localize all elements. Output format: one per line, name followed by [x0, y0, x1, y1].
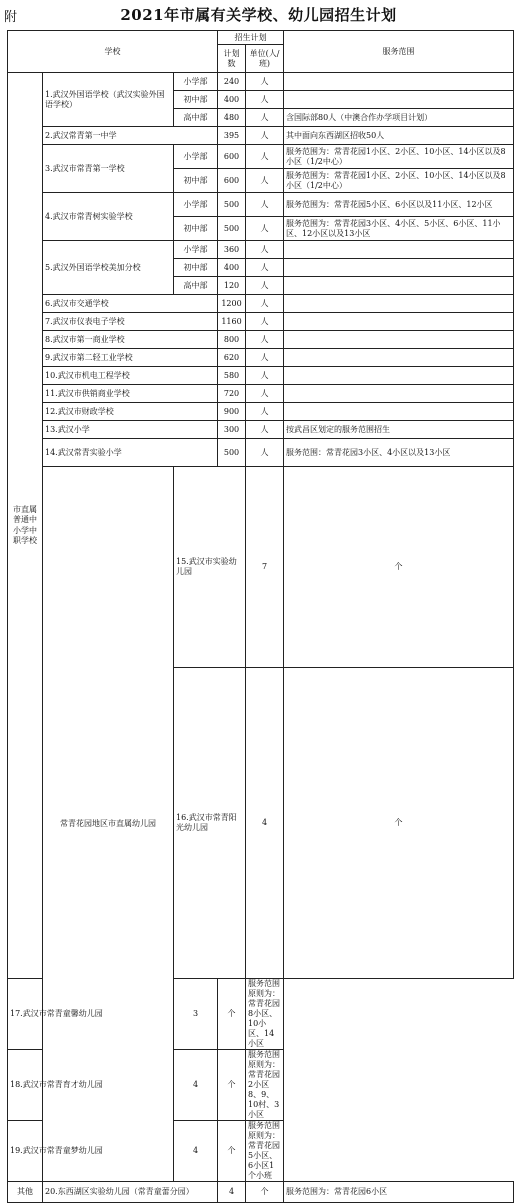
- service-scope: [284, 367, 514, 385]
- plan-count: 120: [218, 277, 246, 295]
- school-name: 5.武汉外国语学校美加分校: [43, 241, 174, 295]
- service-scope: 服务范围原则为：常青花园2小区8、9、10村、3小区: [246, 1050, 284, 1121]
- service-scope: [284, 313, 514, 331]
- appendix-label: 附: [4, 10, 18, 25]
- plan-count: 600: [218, 169, 246, 193]
- plan-count: 1200: [218, 295, 246, 313]
- school-level: 初中部: [174, 169, 218, 193]
- plan-count: 4: [218, 1182, 246, 1203]
- school-level: 初中部: [174, 91, 218, 109]
- plan-unit: 人: [246, 145, 284, 169]
- school-level: 初中部: [174, 259, 218, 277]
- school-name: 1.武汉外国语学校（武汉实验外国语学校）: [43, 73, 174, 127]
- plan-unit: 人: [246, 169, 284, 193]
- plan-unit: 个: [218, 1050, 246, 1121]
- plan-unit: 个: [218, 1121, 246, 1182]
- service-scope: 按武昌区划定的服务范围招生: [284, 421, 514, 439]
- school-name: 20.东西湖区实验幼儿园（常青童蕾分园）: [43, 1182, 218, 1203]
- plan-unit: 人: [246, 91, 284, 109]
- school-name: 10.武汉市机电工程学校: [43, 367, 218, 385]
- plan-count: 4: [174, 1121, 218, 1182]
- school-level: 高中部: [174, 277, 218, 295]
- plan-count: 7: [246, 467, 284, 668]
- service-scope: [284, 295, 514, 313]
- school-name: 18.武汉市常青育才幼儿园: [8, 1050, 174, 1121]
- plan-unit: 人: [246, 73, 284, 91]
- school-name: 2.武汉常青第一中学: [43, 127, 218, 145]
- plan-count: 1160: [218, 313, 246, 331]
- plan-unit: 个: [218, 979, 246, 1050]
- service-scope: [284, 331, 514, 349]
- plan-count: 500: [218, 193, 246, 217]
- plan-unit: 人: [246, 295, 284, 313]
- plan-unit: 人: [246, 127, 284, 145]
- plan-count: 620: [218, 349, 246, 367]
- header-plan-group: 招生计划: [218, 31, 284, 45]
- plan-unit: 人: [246, 217, 284, 241]
- service-scope: 服务范围为：常青花园5小区、6小区以及11小区、12小区: [284, 193, 514, 217]
- group-label-other: 其他: [8, 1182, 43, 1203]
- service-scope: [284, 349, 514, 367]
- plan-count: 3: [174, 979, 218, 1050]
- plan-count: 900: [218, 403, 246, 421]
- plan-count: 400: [218, 91, 246, 109]
- service-scope: 服务范围：常青花园3小区、4小区以及13小区: [284, 439, 514, 467]
- service-scope: 服务范围为：常青花园1小区、2小区、10小区、14小区以及8小区（1/2中心）: [284, 169, 514, 193]
- plan-count: 400: [218, 259, 246, 277]
- header-school: 学校: [8, 31, 218, 73]
- plan-unit: 人: [246, 421, 284, 439]
- school-level: 高中部: [174, 109, 218, 127]
- plan-unit: 人: [246, 109, 284, 127]
- school-name: 17.武汉市常青童馨幼儿园: [8, 979, 174, 1050]
- school-name: 6.武汉市交通学校: [43, 295, 218, 313]
- school-level: 小学部: [174, 145, 218, 169]
- plan-count: 580: [218, 367, 246, 385]
- plan-unit: 人: [246, 385, 284, 403]
- plan-count: 360: [218, 241, 246, 259]
- header-service: 服务范围: [284, 31, 514, 73]
- plan-unit: 人: [246, 277, 284, 295]
- plan-count: 240: [218, 73, 246, 91]
- service-scope: [284, 259, 514, 277]
- header-unit: 单位(人/班): [246, 45, 284, 73]
- plan-count: 500: [218, 217, 246, 241]
- service-scope: [284, 73, 514, 91]
- plan-count: 500: [218, 439, 246, 467]
- school-name: 3.武汉市常青第一学校: [43, 145, 174, 193]
- service-scope: 服务范围为：常青花园1小区、2小区、10小区、14小区以及8小区（1/2中心）: [284, 145, 514, 169]
- plan-count: 720: [218, 385, 246, 403]
- service-scope: [284, 91, 514, 109]
- service-scope: 服务范围为：常青花园6小区: [284, 1182, 514, 1203]
- plan-count: 395: [218, 127, 246, 145]
- school-name: 15.武汉市实验幼儿园: [174, 467, 246, 668]
- plan-unit: 人: [246, 193, 284, 217]
- plan-unit: 人: [246, 367, 284, 385]
- plan-unit: 人: [246, 331, 284, 349]
- plan-count: 300: [218, 421, 246, 439]
- plan-unit: 人: [246, 313, 284, 331]
- plan-unit: 个: [284, 467, 514, 668]
- plan-unit: 个: [246, 1182, 284, 1203]
- school-name: 8.武汉市第一商业学校: [43, 331, 218, 349]
- school-name: 11.武汉市供销商业学校: [43, 385, 218, 403]
- page-title: 2021年市属有关学校、幼儿园招生计划: [120, 6, 397, 24]
- plan-unit: 人: [246, 439, 284, 467]
- school-level: 初中部: [174, 217, 218, 241]
- school-level: 小学部: [174, 193, 218, 217]
- group-label-schools: 市直属普通中小学中职学校: [8, 73, 43, 979]
- school-name: 4.武汉市常青树实验学校: [43, 193, 174, 241]
- service-scope: 其中面向东西湖区招收50人: [284, 127, 514, 145]
- school-name: 12.武汉市财政学校: [43, 403, 218, 421]
- service-scope: [284, 403, 514, 421]
- plan-count: 4: [246, 668, 284, 979]
- service-scope: [284, 385, 514, 403]
- enrollment-table: [7, 30, 514, 1203]
- school-name: 7.武汉市仪表电子学校: [43, 313, 218, 331]
- group-label-kindergartens: 常青花园地区市直属幼儿园: [43, 467, 174, 1182]
- header-count: 计划数: [218, 45, 246, 73]
- plan-count: 800: [218, 331, 246, 349]
- school-name: 9.武汉市第二轻工业学校: [43, 349, 218, 367]
- service-scope: [284, 277, 514, 295]
- plan-unit: 人: [246, 259, 284, 277]
- plan-unit: 个: [284, 668, 514, 979]
- service-scope: 服务范围原则为：常青花园5小区、6小区1个小班: [246, 1121, 284, 1182]
- service-scope: 含国际部80人（中澳合作办学项目计划）: [284, 109, 514, 127]
- service-scope: 服务范围为：常青花园3小区、4小区、5小区、6小区、11小区、12小区以及13小区: [284, 217, 514, 241]
- plan-count: 4: [174, 1050, 218, 1121]
- service-scope: [284, 241, 514, 259]
- plan-unit: 人: [246, 403, 284, 421]
- plan-unit: 人: [246, 349, 284, 367]
- plan-count: 600: [218, 145, 246, 169]
- school-level: 小学部: [174, 241, 218, 259]
- plan-count: 480: [218, 109, 246, 127]
- service-scope: 服务范围原则为：常青花园8小区、10小区、14小区: [246, 979, 284, 1050]
- school-name: 19.武汉市常青童梦幼儿园: [8, 1121, 174, 1182]
- school-name: 13.武汉小学: [43, 421, 218, 439]
- school-name: 14.武汉常青实验小学: [43, 439, 218, 467]
- school-name: 16.武汉市常青阳光幼儿园: [174, 668, 246, 979]
- plan-unit: 人: [246, 241, 284, 259]
- school-level: 小学部: [174, 73, 218, 91]
